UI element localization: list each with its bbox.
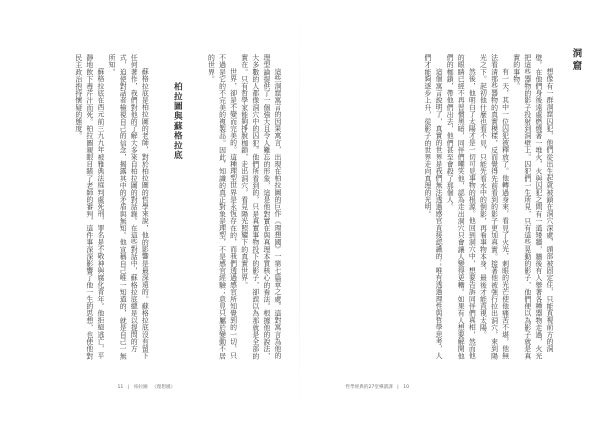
left-paragraph-2: 世界，卻是不變而完美的。這種理型世界是永恆存在的，而我們透過感官所知覺到的一切，只不過是它的不完美的複製品。因此，知識的真正對象是理型，不是感官經驗；意見只屬於變動不居的世界。 — [206, 54, 237, 360]
right-text-block — [314, 54, 554, 364]
left-footer-book-title: 《理想國》 — [152, 385, 176, 390]
left-footer-short-title: 柏拉圖 — [133, 385, 148, 390]
right-page-number: 10 — [403, 385, 410, 390]
left-paragraph-3: 蘇格拉底是柏拉圖的老師，對於柏拉圖的哲學來說，他的影響是最深遠的。蘇格拉底沒有留下任何著作，我們對他的了解大多來自柏拉圖的對話錄。在這些對話中，蘇格拉底總是以提問的方式，迫使對話者檢視自己的信念，揭露其中的矛盾與無知。他宣稱自己唯一知道的，就是自己一無所知。 — [107, 54, 149, 360]
right-footer-book-title: 哲學經典的27堂導讀課 — [345, 385, 393, 390]
right-footer-separator: | — [397, 385, 399, 390]
left-text-block — [18, 54, 282, 364]
left-paragraph-4: 蘇格拉底在西元前三九九年被雅典法庭判處死刑，罪名是不敬神與腐化青年。他拒絕逃亡，平靜地飲下毒芹汁而死。柏拉圖親眼目睹了老師的審判，這件事深深影響了他一生的思想，也使他對民主政治抱持懷疑的態度。 — [73, 54, 104, 360]
right-paragraph-3: 然後，他明白了太陽才是一切可見事物的根源。他回到洞穴中，想要告訴同伴們真相，然而他的眼睛已經不再習慣黑暗，同伴們嘲笑他，認為走出洞穴只會讓人變得更糟。如果有人想要解開他們的枷鎖，帶他們出去，他們甚至會殺了那個人。 — [445, 54, 476, 360]
right-paragraph-2: 有一天，其中一位囚犯被釋放了。他轉過身來，看見了火光，刺眼的光芒使他痛苦不堪，他無法看清那些器物的真實模樣，反而覺得先前看到的影子更加真實。接著他被強行拉出洞穴，來到陽光之下。起初他什麼也看不見，只能先看水中的倒影，再看事物本身，最後才能直視太陽。 — [478, 54, 509, 360]
right-paragraph-1: 想像有一群洞窟囚犯，他們從出生起就被鎖在洞穴深處，頭部被固定住，只能直視前方的洞壁。在他們身後遠處燃燒著一堆火，火與囚犯之間有一道矮牆，牆後有人舉著各種器物走過，火光把這些器物的影子投射到洞壁上。囚犯們一生所見，只有這些晃動的影子，他們便以為影子就是真實的事物。 — [511, 54, 553, 360]
section-title: 柏拉圖與蘇格拉底 — [172, 82, 183, 161]
right-page — [300, 0, 600, 426]
chapter-title: 洞窟 — [570, 48, 582, 73]
left-footer-separator: | — [127, 385, 130, 390]
right-footer — [344, 384, 411, 390]
right-paragraph-4: 這個寓言說明了，真實的世界是我們無法透過感官直接認識的；唯有透過理性與哲學思考，人們才能夠逐步上升，從影子的世界走向真理的光明。 — [422, 54, 443, 359]
left-page-number: 11 — [117, 385, 124, 390]
left-footer — [116, 384, 177, 390]
left-paragraph-1: 這些洞窟寓言的因果寓言，出現在柏拉圖的巨作《理想國》一第七篇章之處。這對寓言為他的理型論提供了一個強大且令人難忘的形象，這是他對實在與真理本質核心的看法。根據他的說法，大多數的人都像洞穴中的囚犯。他們所看到的，只是真實事物投下的影子，卻誤以為那就是全部的實在。只有哲學家能夠掙脫枷鎖，走出洞穴，看見陽光照耀下的真實世界。 — [239, 54, 281, 360]
